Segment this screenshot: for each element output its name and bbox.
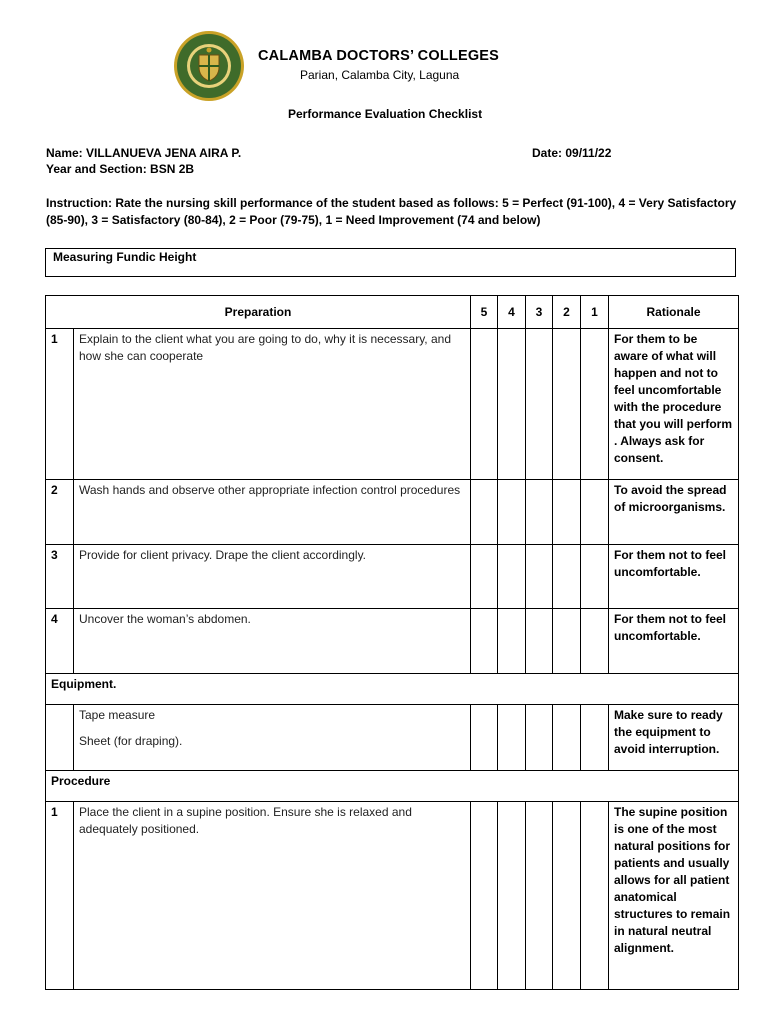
equipment-item: Sheet (for draping). <box>79 734 183 748</box>
score-cell-2[interactable] <box>553 329 581 480</box>
rationale-text: To avoid the spread of microorganisms. <box>609 480 739 545</box>
score-cell-4[interactable] <box>498 609 526 674</box>
table-row <box>46 609 739 674</box>
step-number: 2 <box>46 480 74 545</box>
equipment-list <box>74 705 471 771</box>
score-cell-3[interactable] <box>526 545 553 609</box>
table-row <box>46 705 739 771</box>
student-name: Name: VILLANUEVA JENA AIRA P. <box>46 146 242 160</box>
score-cell-1[interactable] <box>581 609 609 674</box>
checklist-table <box>45 295 739 990</box>
score-cell-3[interactable] <box>526 705 553 771</box>
section-label-equipment: Equipment. <box>46 674 739 705</box>
score-cell-2[interactable] <box>553 609 581 674</box>
rationale-text: For them not to feel uncomfortable. <box>609 545 739 609</box>
step-text: Place the client in a supine position. Ensure she is relaxed and adequately positioned. <box>74 802 471 990</box>
header-score-2: 2 <box>553 296 581 329</box>
score-cell-3[interactable] <box>526 480 553 545</box>
section-label-procedure: Procedure <box>46 771 739 802</box>
form-title: Performance Evaluation Checklist <box>288 107 483 121</box>
header-score-5: 5 <box>471 296 498 329</box>
score-cell-5[interactable] <box>471 609 498 674</box>
college-name: CALAMBA DOCTORS’ COLLEGES <box>258 48 500 64</box>
score-cell-1[interactable] <box>581 545 609 609</box>
score-cell-1[interactable] <box>581 329 609 480</box>
step-number: 1 <box>46 329 74 480</box>
table-row <box>46 545 739 609</box>
score-cell-2[interactable] <box>553 545 581 609</box>
score-cell-2[interactable] <box>553 480 581 545</box>
score-cell-1[interactable] <box>581 480 609 545</box>
equipment-item: Tape measure <box>79 708 156 722</box>
table-row <box>46 480 739 545</box>
table-row <box>46 329 739 480</box>
score-cell-4[interactable] <box>498 480 526 545</box>
score-cell-1[interactable] <box>581 705 609 771</box>
header-rationale: Rationale <box>609 296 739 329</box>
step-number: 4 <box>46 609 74 674</box>
step-text: Uncover the woman’s abdomen. <box>74 609 471 674</box>
evaluation-date: Date: 09/11/22 <box>532 146 612 160</box>
rationale-text: The supine position is one of the most natural positions for patients and usually allows for all patient anatomical structures to remain in natural neutral alignment. <box>609 802 739 990</box>
header-score-1: 1 <box>581 296 609 329</box>
score-cell-3[interactable] <box>526 802 553 990</box>
step-number: 1 <box>46 802 74 990</box>
college-seal-logo <box>173 30 245 102</box>
score-cell-2[interactable] <box>553 705 581 771</box>
score-cell-5[interactable] <box>471 545 498 609</box>
step-number: 3 <box>46 545 74 609</box>
score-cell-2[interactable] <box>553 802 581 990</box>
score-cell-4[interactable] <box>498 545 526 609</box>
step-text: Wash hands and observe other appropriate infection control procedures <box>74 480 471 545</box>
section-row-equipment <box>46 674 739 705</box>
rationale-text: Make sure to ready the equipment to avoid interruption. <box>609 705 739 771</box>
score-cell-5[interactable] <box>471 802 498 990</box>
score-cell-5[interactable] <box>471 480 498 545</box>
score-cell-1[interactable] <box>581 802 609 990</box>
table-row <box>46 802 739 990</box>
header-preparation: Preparation <box>46 296 471 329</box>
header-score-4: 4 <box>498 296 526 329</box>
score-cell-4[interactable] <box>498 802 526 990</box>
header-score-3: 3 <box>526 296 553 329</box>
step-text: Provide for client privacy. Drape the client accordingly. <box>74 545 471 609</box>
step-number <box>46 705 74 771</box>
score-cell-3[interactable] <box>526 609 553 674</box>
year-section: Year and Section: BSN 2B <box>46 162 195 176</box>
college-address: Parian, Calamba City, Laguna <box>300 68 460 82</box>
section-row-procedure <box>46 771 739 802</box>
table-header-row <box>46 296 739 329</box>
step-text: Explain to the client what you are going to do, why it is necessary, and how she can cooperate <box>74 329 471 480</box>
score-cell-4[interactable] <box>498 705 526 771</box>
rationale-text: For them not to feel uncomfortable. <box>609 609 739 674</box>
skill-title: Measuring Fundic Height <box>45 248 736 277</box>
score-cell-5[interactable] <box>471 705 498 771</box>
score-cell-4[interactable] <box>498 329 526 480</box>
score-cell-3[interactable] <box>526 329 553 480</box>
score-cell-5[interactable] <box>471 329 498 480</box>
instruction-text: Instruction: Rate the nursing skill performance of the student based as follows: 5 = Perfect (91-100), 4 = Very Satisfactory (85-90), 3 = Satisfactory (80-84), 2 = Poor (79-75), 1 = Need Improvement (74 and below) <box>46 196 737 227</box>
rationale-text: For them to be aware of what will happen and not to feel uncomfortable with the procedure that you will perform . Always ask for consent. <box>609 329 739 480</box>
